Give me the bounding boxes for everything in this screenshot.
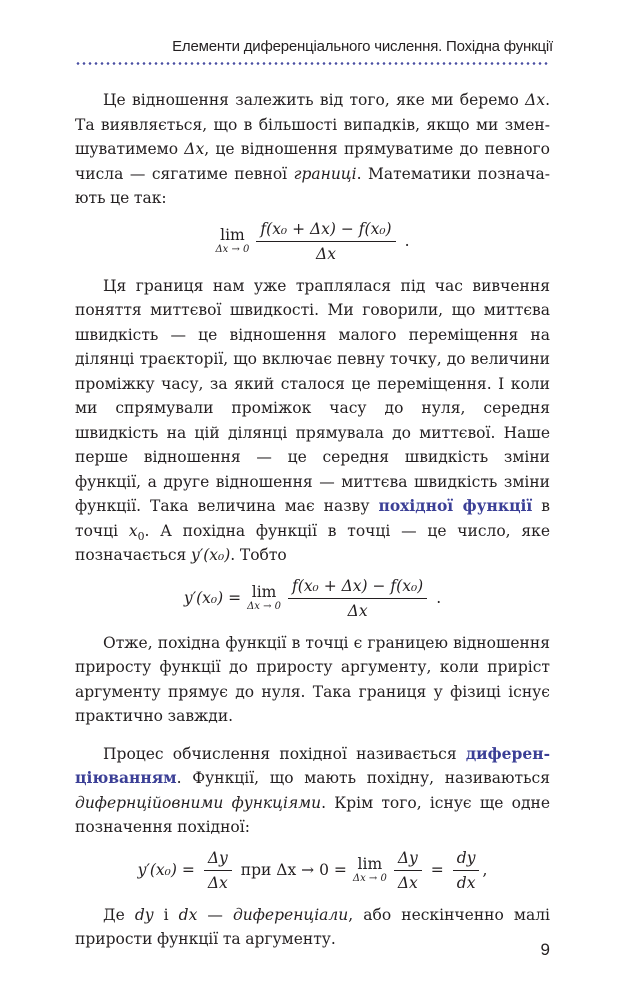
page-number: 9 (540, 940, 550, 959)
paragraph-4: Процес обчислення похідної називається диференціюванням. Функції, що мають похідну, називаються дифернційовними функціями. Крім того, існує ще одне позначення похідної: (75, 743, 551, 836)
paragraph-1: Це відношення залежить від того, яке ми беремо Δx. Та виявляється, що в більшості випадків, якщо ми зменшуватимемо Δx, це відношення прямуватиме до певного числа — сягатиме певної границі. Математики позначають це так: (75, 91, 550, 207)
body-text (75, 88, 550, 952)
paragraph-3: Отже, похідна функції в точці є границею відношення приросту функції до приросту аргументу, коли приріст аргументу прямує до нуля. Така границя у фізиці існує практично завжди. (75, 633, 550, 725)
formula-leibniz-notation: y′(x₀) = $\frac{\Delta y}{\Delta x}$ при Δx → 0 = lim Δx → 0 $\frac{\Delta y}{\Delta x}$ = $\frac{dy}{dx}$ , (137, 848, 488, 892)
fraction: $\frac{dy}{dx}$ (453, 848, 480, 893)
limit-operator: lim Δx → 0 (215, 226, 250, 255)
formula-derivative-definition: y′(x₀) = lim Δx → 0 $\frac{\text{f(x₀ + Δx) − f(x₀)}}{\Delta x}$ . (183, 576, 442, 620)
limit-operator: lim Δx → 0 (352, 855, 387, 884)
limit-operator: lim Δx → 0 (247, 583, 282, 612)
fraction: $\frac{\text{f(x₀ + Δx) − f(x₀)}}{\Delta x}$ (256, 219, 395, 264)
fraction: $\frac{\Delta y}{\Delta x}$ (204, 848, 232, 893)
paragraph-5: Де dy і dx — диференціали, або нескінченно малі прирости функції та аргументу. (75, 905, 550, 948)
granytsi-term: границі (293, 164, 357, 183)
inline-derivative: y′(x₀) (190, 546, 231, 564)
dotted-divider (75, 62, 550, 65)
fraction: $\frac{\Delta y}{\Delta x}$ (394, 848, 422, 893)
term-derivative: похідної функції (378, 496, 533, 515)
fraction: $\frac{\text{f(x₀ + Δx) − f(x₀)}}{\Delta x}$ (288, 576, 427, 621)
paragraph-2: Ця границя нам уже траплялася під час вивчення поняття миттєвої швидкості. Ми говорили, що миттєва швидкість — це відношення малого переміщення на ділянці траєкторії, що включає певну точку, до величини проміжку часу, за який сталося це переміщення. І коли ми спрямували проміжок часу до нуля, середня швидкість на цій ділянці прямувала до миттєвої. Наше перше відношення — це середня швидкість зміни функції, а друге відношення — миттєва швидкість зміни функції. Така величина має назву похідної функції в точці $x_0$. А похідна функції в точці — це число, яке позначається y′(x₀). Тобто (75, 276, 551, 564)
term-differentiation: диференціюванням (75, 743, 550, 787)
running-head: Елементи диференціального числення. Похідна функції (172, 38, 553, 55)
formula-limit-ratio: lim Δx → 0 $\frac{\text{f(x₀ + Δx) − f(x₀)}}{\Delta x}$ . (215, 219, 410, 263)
